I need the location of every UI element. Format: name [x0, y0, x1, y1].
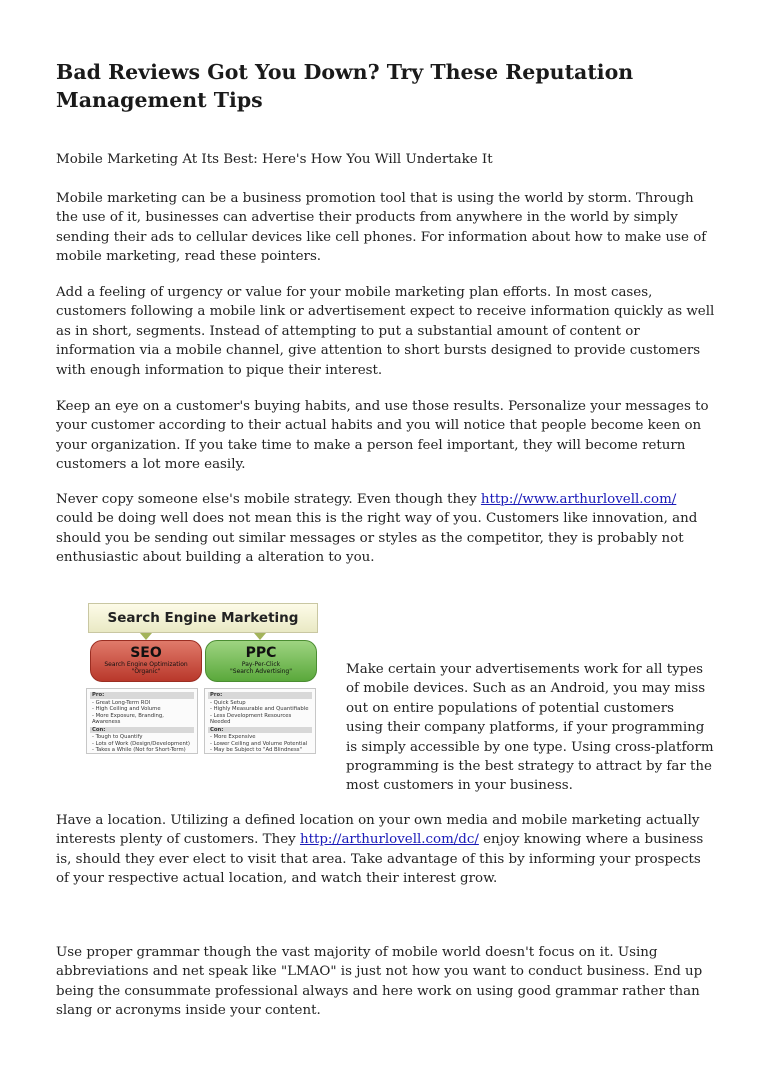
ppc-con-item: - More Expensive: [210, 734, 256, 740]
seo-con-item: - Lots of Work (Design/Development): [92, 740, 190, 747]
arrow-down-icon: [140, 633, 152, 640]
ppc-pro-item: - Less Development Resources Needed: [210, 712, 292, 725]
paragraph-6-text-b: enjoy knowing where a business is, should they ever elect to visit that area. Take advantage of this by informing your prospects of your respective actual location, and watch their interest grow.: [56, 832, 704, 887]
paragraph-4-text-a: Never copy someone else's mobile strategy. Even though they: [56, 492, 481, 507]
seo-pro-label: Pro:: [90, 692, 194, 699]
ppc-badge: [205, 640, 317, 682]
ppc-pro-label: Pro:: [208, 692, 312, 699]
sem-infographic: [82, 600, 352, 758]
paragraph-4-text-b: could be doing well does not mean this is the right way of you. Customers like innovation, and should you be sending out similar messages or styles as the competitor, they is probably not enthusiastic about building a alteration to you.: [56, 511, 698, 566]
arrow-down-icon: [254, 633, 266, 640]
paragraph-6-text-a: Have a location. Utilizing a defined location on your own media and mobile marketing actually interests plenty of customers. They: [56, 813, 700, 848]
paragraph-7: Use proper grammar though the vast majority of mobile world doesn't focus on it. Using abbreviations and net speak like "LMAO" is just not how you want to conduct business. End up being the consummate professional always and here work on using good grammar rather than slang or acronyms inside your content.: [56, 945, 703, 1019]
ppc-pros-cons: [204, 688, 316, 754]
ppc-con-item: - May be Subject to "Ad Blindness": [210, 747, 302, 753]
subtitle: Mobile Marketing At Its Best: Here's How You Will Undertake It: [56, 152, 493, 167]
paragraph-3: Keep an eye on a customer's buying habits, and use those results. Personalize your messages to your customer according to their actual habits and you will notice that people become keen on your organization. If you take time to make a person feel important, they will become return customers a lot more easily.: [56, 399, 709, 473]
paragraph-5: Make certain your advertisements work for all types of mobile devices. Such as an Android, you may miss out on entire populations of potential customers using their company platforms, if your programming is simply accessible by one type. Using cross-platform programming is the best strategy to attract by far the most customers in your business.: [346, 662, 714, 794]
paragraph-4: [56, 490, 716, 568]
ppc-con-label: Con:: [208, 727, 312, 734]
paragraph-6: [56, 811, 716, 889]
seo-pro-item: - High Ceiling and Volume: [92, 706, 161, 712]
sem-title: Search Engine Marketing: [88, 603, 318, 633]
seo-con-label: Con:: [90, 727, 194, 734]
ppc-label: PPC: [245, 645, 277, 661]
seo-con-item: - Takes a While (Not for Short-Term): [92, 747, 186, 753]
seo-desc: Search Engine Optimization: [104, 661, 188, 668]
seo-pro-item: - Great Long-Term ROI: [92, 699, 151, 706]
ppc-con-item: - Lower Ceiling and Volume Potential: [210, 740, 308, 747]
seo-subdesc: "Organic": [131, 668, 161, 675]
ppc-desc: Pay-Per-Click: [241, 661, 281, 668]
paragraph-1: Mobile marketing can be a business promotion tool that is using the world by storm. Through the use of it, businesses can advertise their products from anywhere in the world by simply sending their ads to cellular devices like cell phones. For information about how to make use of mobile marketing, read these pointers.: [56, 191, 707, 265]
seo-pro-item: - More Exposure, Branding, Awareness: [92, 712, 164, 725]
arthurlovell-link[interactable]: http://www.arthurlovell.com/: [480, 492, 677, 507]
paragraph-2: Add a feeling of urgency or value for your mobile marketing plan efforts. In most cases, customers following a mobile link or advertisement expect to receive information quickly as well as in short, segments. Instead of attempting to put a substantial amount of content or information via a mobile channel, give attention to short bursts designed to provide customers with enough information to pique their interest.: [56, 285, 715, 378]
seo-badge: [90, 640, 202, 682]
seo-pros-cons: [86, 688, 198, 754]
ppc-subdesc: "Search Advertising": [230, 668, 292, 675]
arthurlovell-dc-link[interactable]: http://arthurlovell.com/dc/: [299, 832, 479, 848]
ppc-pro-item: - Quick Setup: [210, 699, 246, 706]
ppc-pro-item: - Highly Measurable and Quantifiable: [210, 706, 309, 712]
page-title: Bad Reviews Got You Down? Try These Reputation Management Tips: [56, 60, 634, 112]
seo-con-item: - Tough to Quantify: [92, 734, 143, 740]
seo-label: SEO: [130, 645, 162, 661]
